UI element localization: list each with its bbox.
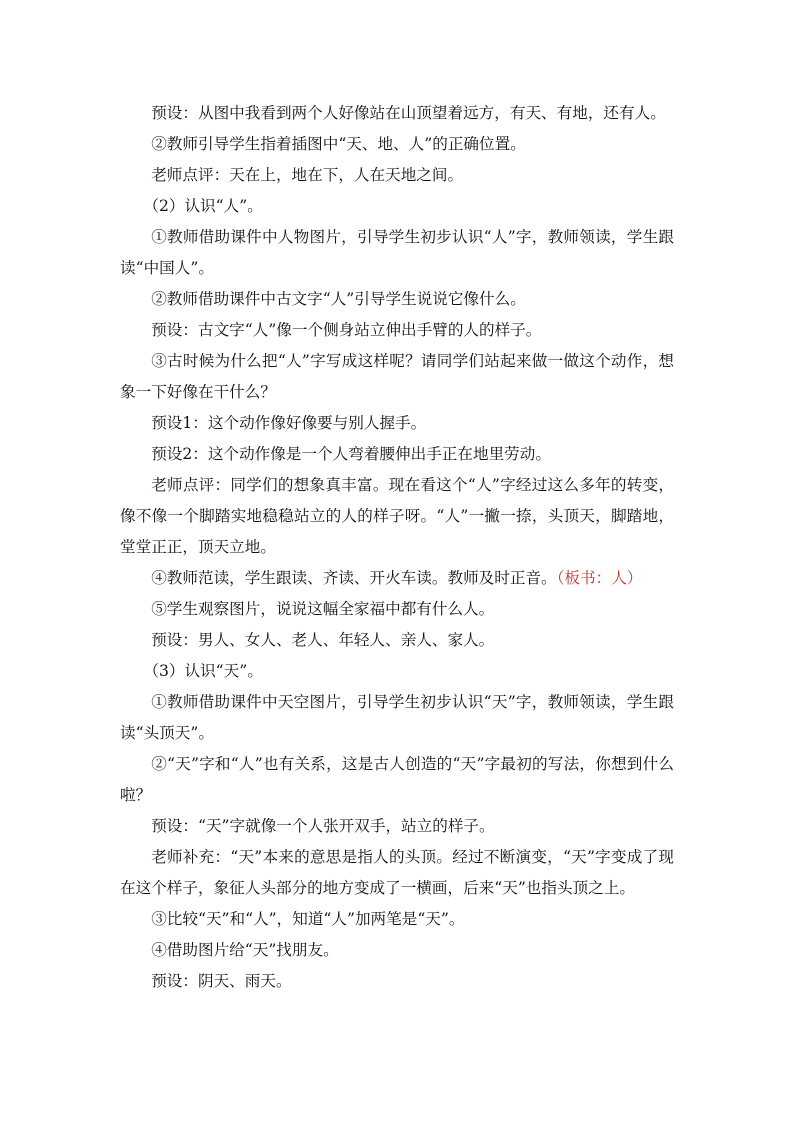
paragraph-9: 预设1：这个动作像好像要与别人握手。 xyxy=(151,414,427,432)
paragraph-18: 预设：“天”字就像一个人张开双手，站立的样子。 xyxy=(151,817,495,835)
paragraph-8: ③古时候为什么把“人”字写成这样呢？请同学们站起来做一做这个动作，想象一下好像在干什么？ xyxy=(120,352,674,401)
paragraph-2: ②教师引导学生指着插图中“天、地、人”的正确位置。 xyxy=(151,135,526,153)
paragraph-21: ④借助图片给“天”找朋友。 xyxy=(151,941,339,959)
blackboard-note: （板书：人） xyxy=(556,569,643,587)
section-heading-tian: （3）认识“天”。 xyxy=(143,662,263,680)
paragraph-5: ①教师借助课件中人物图片，引导学生初步认识“人”字，教师领读，学生跟读“中国人”。 xyxy=(120,228,674,277)
paragraph-11: 老师点评：同学们的想象真丰富。现在看这个“人”字经过这么多年的转变，像不像一个脚踏实地稳稳站立的人的样子呀。“人”一撇一捺，头顶天，脚踏地，堂堂正正，顶天立地。 xyxy=(120,476,674,556)
paragraph-17: ②“天”字和“人”也有关系，这是古人创造的“天”字最初的写法，你想到什么啦？ xyxy=(120,755,674,804)
paragraph-12-text: ④教师范读，学生跟读、齐读、开火车读。教师及时正音。 xyxy=(151,569,557,587)
paragraph-3: 老师点评：天在上，地在下，人在天地之间。 xyxy=(151,166,464,184)
paragraph-13: ⑤学生观察图片，说说这幅全家福中都有什么人。 xyxy=(151,600,495,618)
paragraph-7: 预设：古文字“人”像一个侧身站立伸出手臂的人的样子。 xyxy=(151,321,542,339)
paragraph-19: 老师补充：“天”本来的意思是指人的头顶。经过不断演变，“天”字变成了现在这个样子，象征人头部分的地方变成了一横画，后来“天”也指头顶之上。 xyxy=(120,848,674,897)
paragraph-20: ③比较“天”和“人”，知道“人”加两笔是“天”。 xyxy=(151,910,465,928)
paragraph-14: 预设：男人、女人、老人、年轻人、亲人、家人。 xyxy=(151,631,495,649)
paragraph-12 xyxy=(120,563,674,594)
paragraph-10: 预设2：这个动作像是一个人弯着腰伸出手正在地里劳动。 xyxy=(151,445,551,463)
paragraph-16: ①教师借助课件中天空图片，引导学生初步认识“天”字，教师领读，学生跟读“头顶天”。 xyxy=(120,693,674,742)
paragraph-6: ②教师借助课件中古文字“人”引导学生说说它像什么。 xyxy=(151,290,526,308)
section-heading-ren: （2）认识“人”。 xyxy=(143,197,263,215)
paragraph-22: 预设：阴天、雨天。 xyxy=(151,972,292,990)
paragraph-1: 预设：从图中我看到两个人好像站在山顶望着远方，有天、有地，还有人。 xyxy=(151,104,666,122)
